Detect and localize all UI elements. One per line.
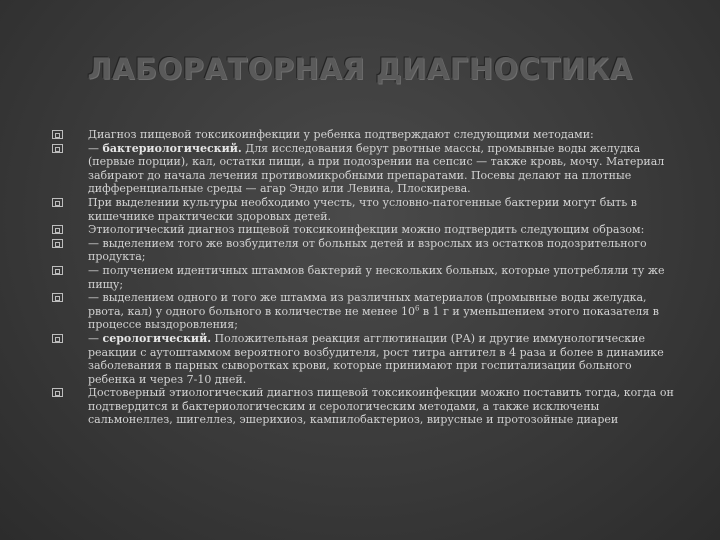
list-item [52,142,682,196]
list-item [52,196,682,223]
item-text: в 1 г и уменьшением этого показателя в процессе выздоровления; [88,304,659,332]
list-item-text [88,291,682,332]
list-item [52,264,682,291]
item-text: При выделении культуры необходимо учесть, что условно-патогенные бактерии могут быть в кишечнике практически здоровых детей. [88,195,637,223]
list-item [52,386,682,427]
list-item-text [88,142,682,196]
list-item [52,223,682,237]
item-text: Для исследования берут рвотные массы, промывные воды желудка (первые порции), кал, остатки пищи, а при подозрении на сепсис — также кровь, мочу. Материал забирают до начала лечения противомикробными препаратами. Посевы делают на плотные дифференциальные среды — агар Эндо или Левина, Плоскирева. [88,141,665,196]
exponent: 6 [414,304,420,313]
list-item-text [88,332,682,386]
bullet-list [52,128,682,427]
list-item-text [88,386,682,427]
item-text: Этиологический диагноз пищевой токсикоинфекции можно подтвердить следующим образом: [88,223,645,237]
list-item-text [88,237,682,264]
list-item [52,128,682,142]
method-name: бактериологический. [102,141,242,155]
item-text: — получением идентичных штаммов бактерий у нескольких больных, которые употребляли ту же пищу; [88,263,665,291]
item-text: — выделением одного и того же штамма из различных материалов (промывные воды желудка, рвота, кал) у одного больного в количестве не менее 10 [88,291,647,318]
item-text: — выделением того же возбудителя от больных детей и взрослых из остатков подозрительного продукта; [88,236,647,264]
square-bullet-icon [52,266,63,275]
item-prefix: — [88,141,103,155]
square-bullet-icon [52,225,63,234]
list-item [52,291,682,332]
square-bullet-icon [52,239,63,248]
method-name: серологический. [102,331,212,345]
slide-title: ЛАБОРАТОРНАЯ ДИАГНОСТИКА [87,52,633,86]
item-text: Диагноз пищевой токсикоинфекции у ребенка подтверждают следующими методами: [88,128,594,141]
list-item-text [88,264,682,291]
square-bullet-icon [52,388,63,397]
square-bullet-icon [52,293,63,302]
item-prefix: — [88,331,103,345]
list-item [52,332,682,386]
item-text: Положительная реакция агглютинации (РА) и другие иммунологические реакции с аутоштаммом вероятного возбудителя, рост титра антител в 4 раза и более в динамике заболевания в парных сыворотках крови, которые принимают при госпитализации больного ребенка и через 7-10 дней. [88,331,664,386]
list-item-text [88,196,682,223]
square-bullet-icon [52,198,63,207]
list-item [52,237,682,264]
square-bullet-icon [52,144,63,153]
list-item-text [88,128,682,142]
square-bullet-icon [52,130,63,139]
square-bullet-icon [52,334,63,343]
list-item-text [88,223,682,237]
item-text: Достоверный этиологический диагноз пищевой токсикоинфекции можно поставить тогда, когда он подтвердится и бактериологическим и серологическим методами, а также исключены сальмонеллез, шигеллез, эшерихиоз, кампилобактериоз, вирусные и протозойные диареи [88,386,674,427]
